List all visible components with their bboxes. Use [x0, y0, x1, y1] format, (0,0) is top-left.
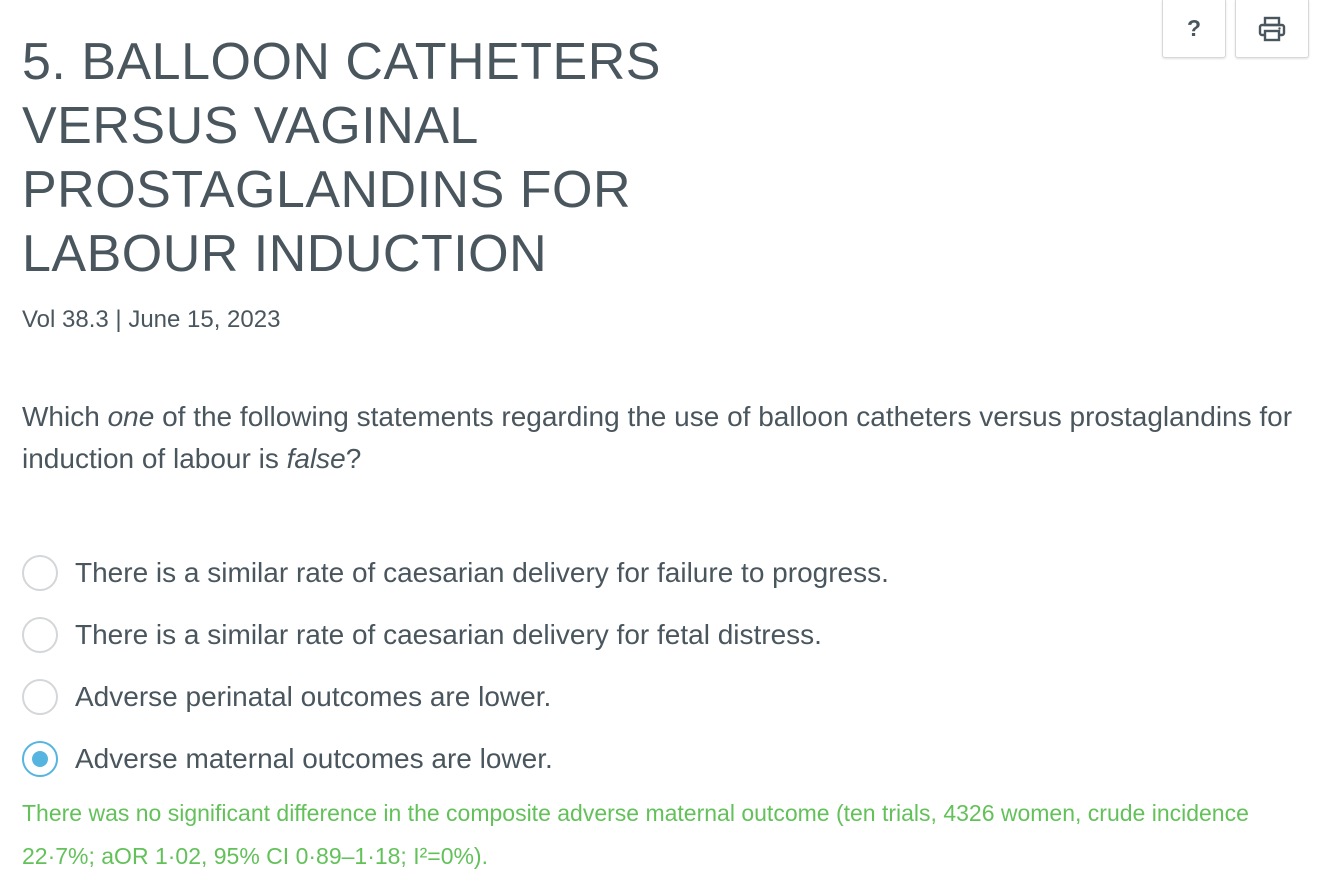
title-line: 5. BALLOON CATHETERS	[22, 33, 661, 91]
answer-option-label: There is a similar rate of caesarian delivery for fetal distress.	[75, 619, 822, 650]
question-part: ?	[345, 443, 362, 474]
answer-option[interactable]	[22, 542, 1312, 604]
radio-button[interactable]	[22, 555, 58, 591]
issue-meta: Vol 38.3 | June 15, 2023	[22, 306, 281, 333]
page-title	[22, 30, 722, 286]
radio-button[interactable]	[22, 617, 58, 653]
toolbar	[1162, 0, 1309, 58]
radio-button-selected[interactable]	[22, 741, 58, 777]
question-part: Which	[22, 401, 108, 432]
radio-button[interactable]	[22, 679, 58, 715]
answer-option-label: Adverse maternal outcomes are lower.	[75, 743, 553, 774]
answer-option[interactable]	[22, 666, 1312, 728]
answer-option[interactable]	[22, 728, 1312, 790]
title-line: PROSTAGLANDINS FOR	[22, 161, 632, 219]
answer-option-label: Adverse perinatal outcomes are lower.	[75, 681, 552, 712]
question-part: of the following statements regarding the use of balloon catheters versus prostaglandins for induction of labour is	[22, 401, 1293, 474]
question-emphasis: false	[286, 443, 346, 474]
question-mark-icon: ?	[1186, 15, 1202, 41]
answer-options	[22, 542, 1312, 790]
answer-option[interactable]	[22, 604, 1312, 666]
help-button[interactable]	[1162, 0, 1226, 58]
printer-icon	[1258, 16, 1286, 42]
answer-feedback: There was no significant difference in the composite adverse maternal outcome (ten trials, 4326 women, crude incidence 22·7%; aOR 1·02, 95% CI 0·89–1·18; I²=0%).	[22, 800, 1249, 869]
question-emphasis: one	[107, 401, 155, 432]
question-text	[22, 396, 1312, 480]
title-line: VERSUS VAGINAL	[22, 97, 479, 155]
answer-option-label: There is a similar rate of caesarian delivery for failure to progress.	[75, 557, 889, 588]
title-line: LABOUR INDUCTION	[22, 225, 548, 283]
print-button[interactable]	[1235, 0, 1309, 58]
